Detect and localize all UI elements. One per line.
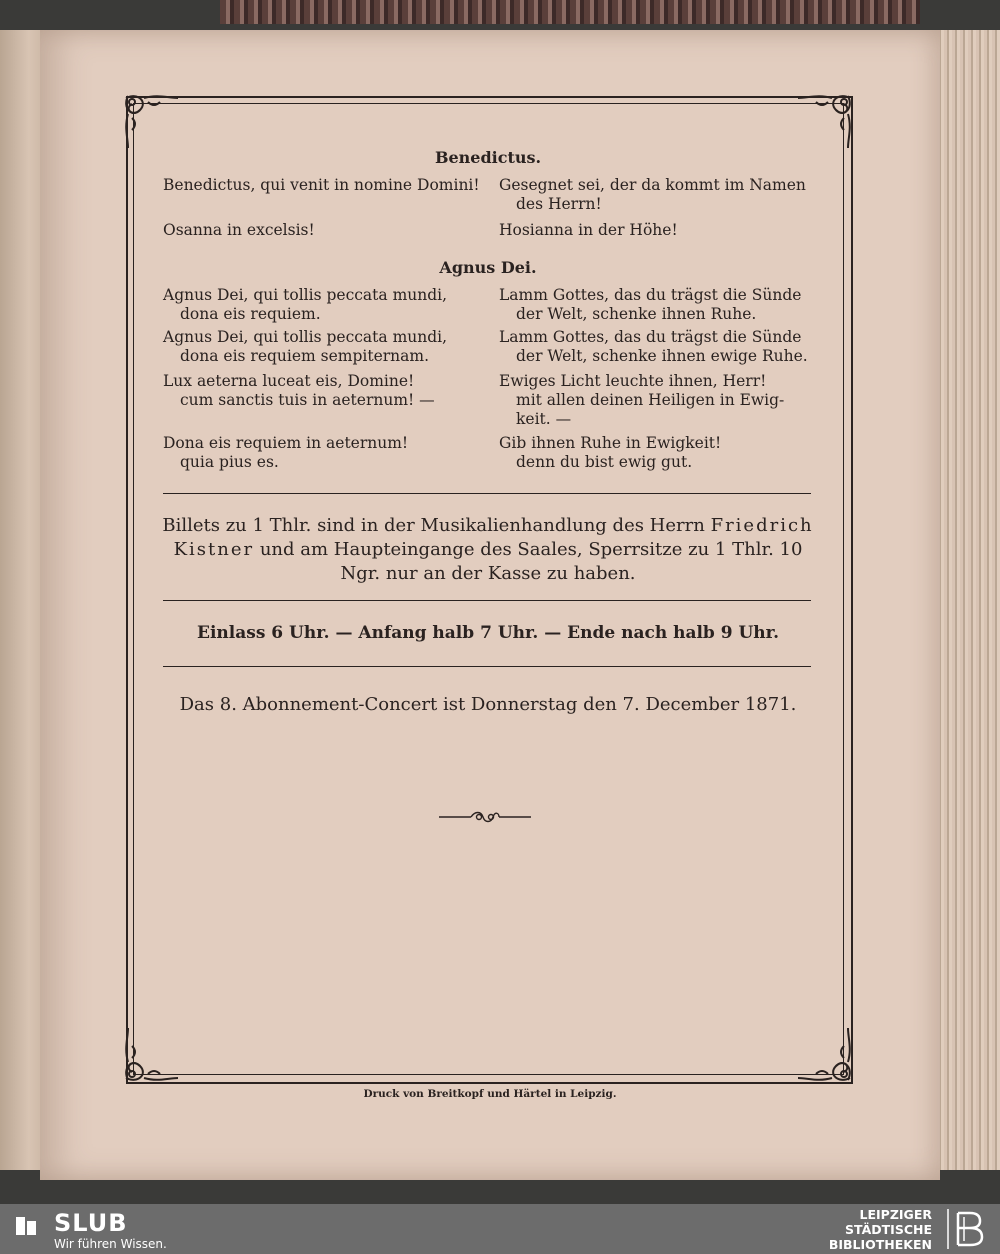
agnus-latin-3: [163, 372, 488, 410]
german-line: Lamm Gottes, das du trägst die Sünde: [499, 286, 802, 304]
slub-logo-icon: [14, 1213, 40, 1239]
german-line: Gib ihnen Ruhe in Ewigkeit!: [499, 434, 722, 452]
benedictus-german-1: [499, 176, 819, 214]
page-frame-inner: [133, 103, 844, 1075]
divider-rule: [163, 666, 811, 667]
german-line-cont: keit. —: [516, 410, 572, 428]
entry-times: Einlass 6 Uhr. — Anfang halb 7 Uhr. — Ende nach halb 9 Uhr.: [197, 623, 779, 643]
tickets-text-2: und am Haupteingange des Saales, Sperrsitze zu 1 Thlr. 10 Ngr.: [259, 539, 803, 584]
agnus-german-1: [499, 286, 819, 324]
printer-imprint: Druck von Breitkopf und Härtel in Leipzig.: [363, 1088, 617, 1100]
german-line-cont: der Welt, schenke ihnen ewige Ruhe.: [516, 347, 808, 365]
latin-line-cont: cum sanctis tuis in aeternum! —: [180, 391, 435, 409]
corner-ornament-bottom-left: [118, 1024, 182, 1088]
library-logo-icon: [946, 1207, 990, 1251]
tickets-text-3: nur an der Kasse zu haben.: [385, 563, 636, 584]
agnus-latin-2: [163, 328, 488, 366]
slub-name: SLUB: [54, 1209, 128, 1237]
benedictus-latin-1: Benedictus, qui venit in nomine Domini!: [163, 176, 480, 194]
german-line-cont: des Herrn!: [516, 195, 602, 213]
next-concert-notice: Das 8. Abonnement-Concert ist Donnerstag den 7. December 1871.: [179, 694, 797, 715]
library-name: [792, 1207, 932, 1252]
agnus-german-4: [499, 434, 819, 472]
latin-line: Lux aeterna luceat eis, Domine!: [163, 372, 415, 390]
corner-ornament-bottom-right: [794, 1024, 858, 1088]
library-line-1: LEIPZIGER: [859, 1207, 932, 1222]
footer-bar: [0, 1204, 1000, 1254]
agnus-german-2: [499, 328, 819, 366]
divider-rule: [163, 493, 811, 494]
latin-line: Agnus Dei, qui tollis peccata mundi,: [163, 328, 448, 346]
latin-line: Agnus Dei, qui tollis peccata mundi,: [163, 286, 448, 304]
agnus-latin-4: [163, 434, 488, 472]
flourish-ornament: [437, 808, 533, 826]
benedictus-heading: Benedictus.: [434, 148, 542, 167]
slub-tagline: Wir führen Wissen.: [54, 1237, 167, 1251]
divider-rule: [163, 600, 811, 601]
tickets-name-2: Kistner: [173, 539, 255, 560]
benedictus-latin-2: Osanna in excelsis!: [163, 221, 315, 239]
library-line-3: BIBLIOTHEKEN: [828, 1237, 932, 1252]
german-line-cont: mit allen deinen Heiligen in Ewig-: [516, 391, 785, 409]
benedictus-german-2: Hosianna in der Höhe!: [499, 221, 678, 239]
agnus-german-3: [499, 372, 819, 429]
agnus-latin-1: [163, 286, 488, 324]
latin-line-cont: dona eis requiem.: [180, 305, 321, 323]
german-line: Lamm Gottes, das du trägst die Sünde: [499, 328, 802, 346]
latin-line: Dona eis requiem in aeternum!: [163, 434, 409, 452]
german-line-cont: der Welt, schenke ihnen Ruhe.: [516, 305, 757, 323]
tickets-text-1: Billets zu 1 Thlr. sind in der Musikalienhandlung des Herrn: [162, 515, 705, 536]
corner-ornament-top-right: [794, 88, 858, 152]
latin-line-cont: quia pius es.: [180, 453, 279, 471]
german-line: Gesegnet sei, der da kommt im Namen: [499, 176, 806, 194]
german-line: Ewiges Licht leuchte ihnen, Herr!: [499, 372, 767, 390]
tickets-name-1: Friedrich: [710, 515, 814, 536]
tickets-paragraph: [160, 514, 816, 586]
latin-line-cont: dona eis requiem sempiternam.: [180, 347, 430, 365]
agnus-dei-heading: Agnus Dei.: [439, 258, 537, 277]
book-cover-band: [220, 0, 920, 24]
german-line-cont: denn du bist ewig gut.: [516, 453, 693, 471]
corner-ornament-top-left: [118, 88, 182, 152]
library-line-2: STÄDTISCHE: [845, 1222, 932, 1237]
